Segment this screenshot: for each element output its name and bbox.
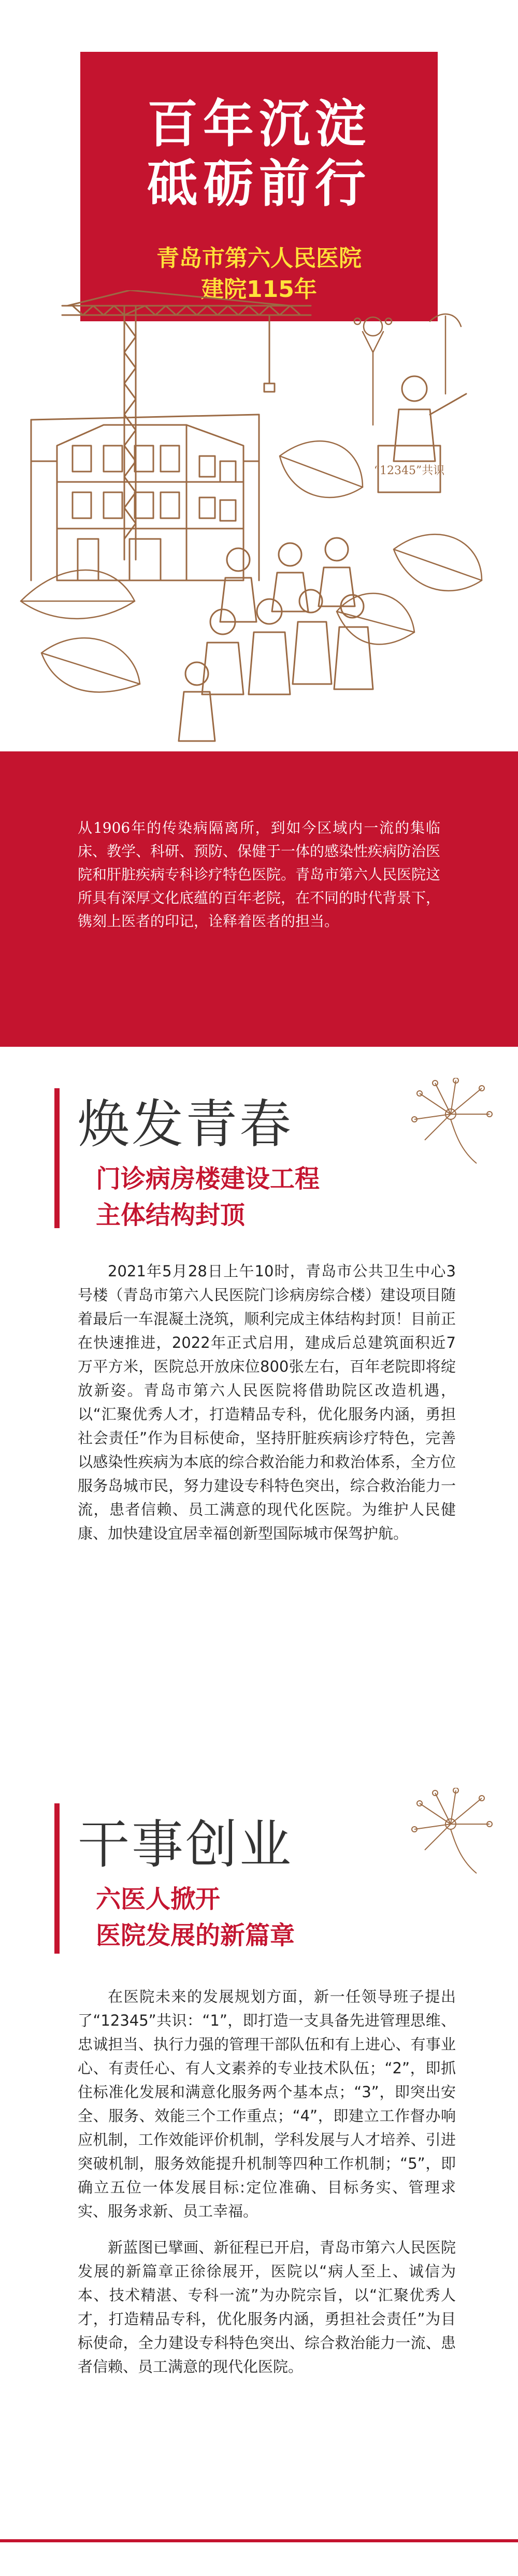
section1-title: 焕发青春	[78, 1094, 293, 1155]
section2-paragraph1: 在医院未来的发展规划方面，新一任领导班子提出了“12345”共识：“1”，即打造一支具备先进管理思维、忠诚担当、执行力强的管理干部队伍和有上进心、有事业心、有责任心、有人文素养的专业技术队伍；“2”，即抓住标准化发展和满意化服务两个基本点；“3”，即突出安全、服务、效能三个工作重点；“4”，即建立工作督办响应机制，工作效能评价机制，学科发展与人才培养、引进突破机制，服务效能提升机制等四种工作机制；“5”，即确立五位一体发展目标:定位准确、目标务实、管理求实、服务求新、员工幸福。	[78, 1988, 456, 2220]
bottom-divider	[0, 2539, 518, 2542]
people-drawing	[179, 376, 466, 741]
hospital-history-illustration	[0, 290, 518, 757]
hero-title-line1: 百年沉淀	[147, 95, 371, 154]
section1-body	[78, 1259, 456, 1558]
section2-paragraph2: 新蓝图已擘画、新征程已开启，青岛市第六人民医院发展的新篇章正徐徐展开，医院以“病人至上、诚信为本、技术精湛、专科一流”为办院宗旨，以“汇聚优秀人才，打造精品专科，优化服务内涵，勇担社会责任”为目标使命，全力建设专科特色突出、综合救治能力一流、患者信赖、员工满意的现代化医院。	[78, 2239, 456, 2375]
plant-decoration	[21, 314, 482, 692]
old-building-drawing	[31, 415, 259, 580]
dandelion-icon-2	[404, 1788, 497, 1876]
section2-subtitle-line2: 医院发展的新篇章	[96, 1921, 295, 1950]
hero-subtitle-line2: 建院115年	[201, 276, 317, 303]
hero-title-line2: 砥砺前行	[147, 154, 371, 214]
section2-subtitle-line1: 六医人掀开	[96, 1885, 221, 1914]
section1-accent-bar	[54, 1088, 60, 1228]
section1-subtitle-line1: 门诊病房楼建设工程	[96, 1164, 320, 1193]
section2-accent-bar	[54, 1803, 60, 1954]
section2-title: 干事创业	[78, 1814, 293, 1875]
section1-subtitle-line2: 主体结构封顶	[96, 1201, 246, 1230]
section1-paragraph: 2021年5月28日上午10时，青岛市公共卫生中心3号楼（青岛市第六人民医院门诊病房综合楼）建设项目随着最后一车混凝土浇筑，顺利完成主体结构封顶！目前正在快速推进，2022年正式启用，建成后总建筑面积近7万平方米，医院总开放床位800张左右，百年老院即将绽放新姿。青岛市第六人民医院将借助院区改造机遇，以“汇聚优秀人才，打造精品专科，优化服务内涵，勇担社会责任”作为目标使命，坚持肝脏疾病诊疗特色，完善以感染性疾病为本底的综合救治能力和救治体系，全方位服务岛城市民，努力建设专科特色突出，综合救治能力一流，患者信赖、员工满意的现代化医院。为维护人民健康、加快建设宜居幸福创新型国际城市保驾护航。	[78, 1262, 456, 1542]
intro-paragraph: 从1906年的传染病隔离所，到如今区域内一流的集临床、教学、科研、预防、保健于一体的感染性疾病防治医院和肝脏疾病专科诊疗特色医院。青岛市第六人民医院这所具有深厚文化底蕴的百年老院，在不同的时代背景下，镌刻上医者的印记，诠释着医者的担当。	[78, 819, 441, 930]
section2-body	[78, 1985, 456, 2391]
sign-12345-text: “12345”共识	[373, 464, 445, 477]
hero-subtitle-line1: 青岛市第六人民医院	[156, 245, 362, 272]
dandelion-icon	[404, 1078, 497, 1166]
